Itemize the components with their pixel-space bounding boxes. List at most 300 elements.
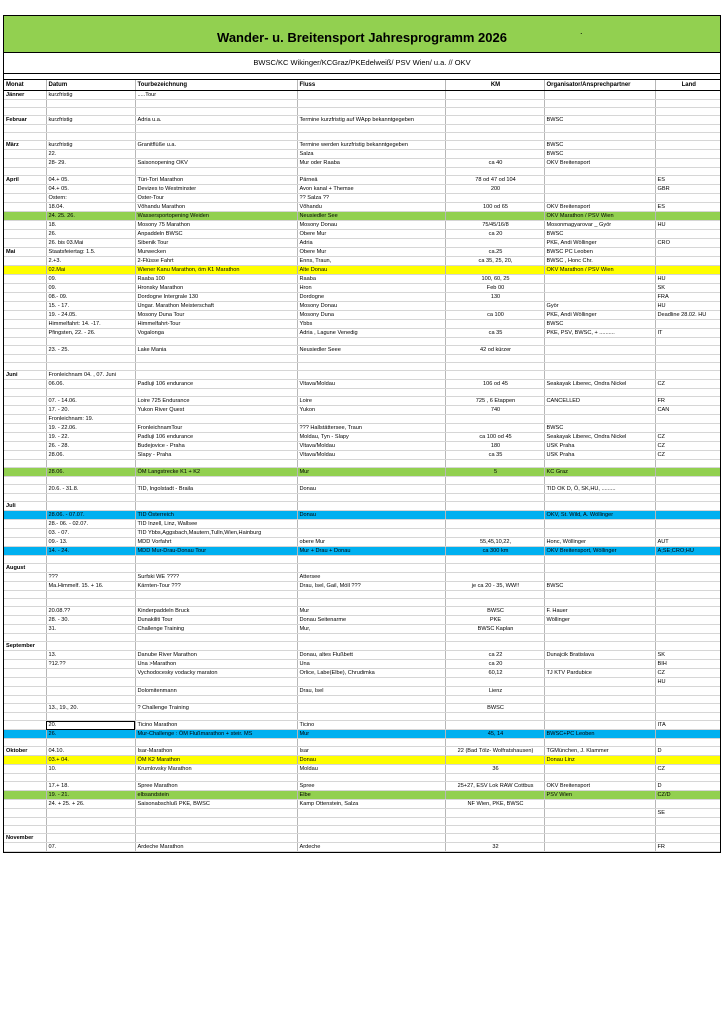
cell-river: Mosony Donau [297, 221, 445, 230]
cell-date [46, 678, 135, 687]
table-row [4, 125, 720, 133]
cell-organizer: Seakayak Liberec, Ondra Nickel [544, 380, 655, 389]
cell-tour-name: Una >Marathon [135, 660, 297, 669]
cell-organizer [544, 660, 655, 669]
cell-river [297, 818, 445, 826]
cell-tour-name [135, 556, 297, 564]
cell-tour-name: Anpaddeln BWSC [135, 230, 297, 239]
cell-month [4, 380, 46, 389]
cell-tour-name: Ardeche Marathon [135, 843, 297, 852]
cell-date: kurzfristig [46, 91, 135, 100]
cell-country: IT [655, 329, 720, 338]
cell-month [4, 460, 46, 468]
cell-organizer [544, 713, 655, 721]
table-row [4, 721, 720, 730]
cell-country [655, 389, 720, 397]
cell-tour-name: FronleichnamTour [135, 424, 297, 433]
cell-tour-name [135, 363, 297, 371]
cell-tour-name [135, 599, 297, 607]
cell-country: Deadline 28.02. HU [655, 311, 720, 320]
table-row [4, 194, 720, 203]
cell-country [655, 616, 720, 625]
cell-month [4, 133, 46, 141]
cell-tour-name: Dolomitenmann [135, 687, 297, 696]
cell-river: Drau, Isel, Gail, Möll ??? [297, 582, 445, 591]
column-header-tour-name: Tourbezeichnung [135, 80, 297, 91]
cell-tour-name: Ticino Marathon [135, 721, 297, 730]
cell-country [655, 468, 720, 477]
cell-km [445, 634, 544, 642]
cell-organizer: USK Praha [544, 442, 655, 451]
cell-organizer: KC Graz [544, 468, 655, 477]
cell-km: 42 od kürzer [445, 346, 544, 355]
cell-tour-name: Padluji 106 endurance [135, 380, 297, 389]
cell-km: 22 (Bad Tölz- Wolfratshausen) [445, 747, 544, 756]
cell-month [4, 275, 46, 284]
cell-date: 18.04. [46, 203, 135, 212]
cell-tour-name: ÖM K2 Marathon [135, 756, 297, 765]
table-row [4, 108, 720, 116]
cell-tour-name: Oster-Tour [135, 194, 297, 203]
cell-km: 45, 14 [445, 730, 544, 739]
cell-month [4, 442, 46, 451]
cell-organizer: BWSC PC Leoben [544, 248, 655, 257]
cell-organizer [544, 284, 655, 293]
cell-organizer [544, 355, 655, 363]
cell-river: Vltava/Moldau [297, 442, 445, 451]
cell-month [4, 818, 46, 826]
cell-country [655, 834, 720, 843]
cell-km [445, 696, 544, 704]
table-row [4, 239, 720, 248]
cell-tour-name [135, 818, 297, 826]
cell-organizer [544, 721, 655, 730]
cell-organizer [544, 346, 655, 355]
title-mark: . [580, 26, 583, 36]
cell-river [297, 529, 445, 538]
cell-month [4, 346, 46, 355]
table-row [4, 756, 720, 765]
cell-organizer [544, 704, 655, 713]
cell-tour-name [135, 826, 297, 834]
cell-river: Donau [297, 485, 445, 494]
cell-river: Adria [297, 239, 445, 248]
table-row [4, 538, 720, 547]
table-row [4, 212, 720, 221]
table-row [4, 477, 720, 485]
cell-month [4, 756, 46, 765]
cell-country [655, 363, 720, 371]
cell-tour-name: Saisonopening OKV [135, 159, 297, 168]
cell-km: 180 [445, 442, 544, 451]
cell-tour-name [135, 125, 297, 133]
cell-km: 78 od 47 od 104 [445, 176, 544, 185]
cell-date: 23. - 25. [46, 346, 135, 355]
table-row [4, 389, 720, 397]
cell-river: Yukon [297, 406, 445, 415]
cell-month [4, 704, 46, 713]
cell-tour-name: Sibenik Tour [135, 239, 297, 248]
cell-month: Februar [4, 116, 46, 125]
cell-organizer: BWSC [544, 230, 655, 239]
cell-river [297, 100, 445, 108]
table-row [4, 275, 720, 284]
cell-organizer [544, 185, 655, 194]
cell-organizer [544, 678, 655, 687]
cell-km [445, 212, 544, 221]
cell-month [4, 826, 46, 834]
cell-month [4, 100, 46, 108]
cell-country [655, 194, 720, 203]
cell-km [445, 91, 544, 100]
table-row [4, 730, 720, 739]
cell-organizer [544, 338, 655, 346]
cell-month [4, 678, 46, 687]
cell-km: 740 [445, 406, 544, 415]
table-row [4, 433, 720, 442]
cell-km: PKE [445, 616, 544, 625]
page-title: Wander- u. Breitensport Jahresprogramm 2026 [217, 30, 507, 45]
cell-country [655, 100, 720, 108]
cell-month [4, 696, 46, 704]
table-row [4, 311, 720, 320]
table-row [4, 266, 720, 275]
cell-date: Fronleichnam 04. , 07. Juni [46, 371, 135, 380]
cell-tour-name: Slapy - Praha [135, 451, 297, 460]
cell-country [655, 355, 720, 363]
cell-km [445, 529, 544, 538]
cell-month [4, 529, 46, 538]
cell-organizer: OKV Breitensport [544, 782, 655, 791]
cell-river: Enns, Traun, [297, 257, 445, 266]
cell-tour-name: Adria u.a. [135, 116, 297, 125]
cell-river [297, 477, 445, 485]
table-row [4, 747, 720, 756]
cell-km [445, 194, 544, 203]
cell-tour-name [135, 108, 297, 116]
cell-tour-name: Surfski WE ???? [135, 573, 297, 582]
cell-country: BIH [655, 660, 720, 669]
table-row [4, 230, 720, 239]
cell-tour-name [135, 355, 297, 363]
table-row [4, 818, 720, 826]
cell-month: April [4, 176, 46, 185]
cell-km: 100, 60, 25 [445, 275, 544, 284]
cell-month [4, 556, 46, 564]
cell-month [4, 203, 46, 212]
cell-tour-name [135, 564, 297, 573]
table-row [4, 660, 720, 669]
cell-river [297, 696, 445, 704]
cell-organizer [544, 625, 655, 634]
cell-date: 04.+ 05. [46, 185, 135, 194]
cell-tour-name: Krumlovsky Marathon [135, 765, 297, 774]
cell-km [445, 371, 544, 380]
cell-river: Donau Seitenarme [297, 616, 445, 625]
cell-river [297, 591, 445, 599]
cell-date [46, 591, 135, 599]
cell-organizer: PKE, Andi Wöllinger [544, 311, 655, 320]
cell-date: 26. [46, 730, 135, 739]
column-header-month: Monat [4, 80, 46, 91]
cell-km [445, 477, 544, 485]
cell-organizer [544, 843, 655, 852]
cell-month [4, 266, 46, 275]
cell-country [655, 756, 720, 765]
cell-organizer [544, 108, 655, 116]
cell-month [4, 599, 46, 607]
cell-date: ??? [46, 573, 135, 582]
cell-river [297, 371, 445, 380]
table-row [4, 826, 720, 834]
cell-month [4, 284, 46, 293]
cell-river: Raaba [297, 275, 445, 284]
cell-month [4, 494, 46, 502]
cell-month [4, 730, 46, 739]
cell-country: FR [655, 843, 720, 852]
cell-organizer: BWSC [544, 582, 655, 591]
cell-month [4, 433, 46, 442]
cell-month [4, 424, 46, 433]
cell-km [445, 338, 544, 346]
cell-date: Ma.Himmelf. 15. + 16. [46, 582, 135, 591]
cell-date: 13., 19., 20. [46, 704, 135, 713]
cell-month [4, 739, 46, 747]
cell-organizer [544, 765, 655, 774]
cell-country: CZ [655, 380, 720, 389]
cell-river: Ybbs [297, 320, 445, 329]
cell-country [655, 520, 720, 529]
table-row [4, 371, 720, 380]
cell-country: HU [655, 275, 720, 284]
cell-country [655, 573, 720, 582]
cell-tour-name: Ungar. Marathon Meisterschaft [135, 302, 297, 311]
cell-date: Himmelfahrt: 14. -17. [46, 320, 135, 329]
cell-tour-name: Mur-Challenge : ÖM Flußmarathon + steir. MS [135, 730, 297, 739]
cell-organizer [544, 520, 655, 529]
cell-date: 19. - 21. [46, 791, 135, 800]
cell-tour-name [135, 338, 297, 346]
table-row [4, 203, 720, 212]
cell-river [297, 642, 445, 651]
table-row [4, 704, 720, 713]
cell-km [445, 818, 544, 826]
title-bar [4, 16, 720, 53]
cell-organizer [544, 389, 655, 397]
cell-country [655, 529, 720, 538]
cell-km: BWSC [445, 704, 544, 713]
cell-country [655, 634, 720, 642]
cell-date [46, 818, 135, 826]
table-row [4, 582, 720, 591]
table-row [4, 573, 720, 582]
table-row [4, 713, 720, 721]
cell-organizer [544, 529, 655, 538]
cell-date [46, 739, 135, 747]
cell-country [655, 591, 720, 599]
cell-organizer [544, 599, 655, 607]
cell-date: 20.6. - 31.8. [46, 485, 135, 494]
table-row [4, 564, 720, 573]
cell-country: ITA [655, 721, 720, 730]
cell-organizer: TJ KTV Pardubice [544, 669, 655, 678]
table-row [4, 221, 720, 230]
cell-month [4, 582, 46, 591]
table-row [4, 380, 720, 389]
cell-country [655, 485, 720, 494]
cell-river [297, 713, 445, 721]
cell-km [445, 756, 544, 765]
cell-km [445, 520, 544, 529]
cell-km [445, 363, 544, 371]
cell-organizer: PKE, PSV, BWSC, + .......... [544, 329, 655, 338]
cell-month [4, 616, 46, 625]
cell-tour-name: 2-Flüsse Fahrt [135, 257, 297, 266]
cell-km: 100 od 65 [445, 203, 544, 212]
schedule-table [4, 80, 720, 852]
cell-country: SE [655, 809, 720, 818]
cell-river [297, 494, 445, 502]
cell-river [297, 826, 445, 834]
table-row [4, 329, 720, 338]
cell-organizer: CANCELLED [544, 397, 655, 406]
cell-km [445, 642, 544, 651]
cell-date [46, 168, 135, 176]
cell-km: 55,45,10,22, [445, 538, 544, 547]
cell-km: ca 100 od 45 [445, 433, 544, 442]
cell-km [445, 100, 544, 108]
cell-tour-name [135, 494, 297, 502]
cell-date: 17. - 20. [46, 406, 135, 415]
cell-km: ca 100 [445, 311, 544, 320]
cell-river [297, 739, 445, 747]
cell-month [4, 355, 46, 363]
cell-tour-name [135, 133, 297, 141]
cell-country [655, 371, 720, 380]
cell-month [4, 293, 46, 302]
table-row [4, 800, 720, 809]
table-row [4, 687, 720, 696]
cell-country [655, 739, 720, 747]
cell-organizer: Wöllinger [544, 616, 655, 625]
cell-date: 2.+3. [46, 257, 135, 266]
cell-organizer [544, 133, 655, 141]
cell-date [46, 556, 135, 564]
cell-km [445, 108, 544, 116]
cell-country: HU [655, 221, 720, 230]
cell-km [445, 266, 544, 275]
cell-organizer [544, 91, 655, 100]
cell-month [4, 687, 46, 696]
cell-tour-name [135, 477, 297, 485]
cell-km [445, 116, 544, 125]
cell-organizer: PSV Wien [544, 791, 655, 800]
cell-organizer: OKV, St. Wild, A. Wöllinger [544, 511, 655, 520]
cell-km: BWSC [445, 607, 544, 616]
cell-km: Lienz [445, 687, 544, 696]
cell-country: CAN [655, 406, 720, 415]
cell-country [655, 687, 720, 696]
cell-organizer: Honc, Wöllinger [544, 538, 655, 547]
cell-river: Loire [297, 397, 445, 406]
cell-organizer: Donau Linz [544, 756, 655, 765]
cell-country [655, 125, 720, 133]
table-row [4, 678, 720, 687]
cell-country: ES [655, 176, 720, 185]
table-row [4, 765, 720, 774]
cell-date: 24. 25. 26. [46, 212, 135, 221]
cell-tour-name: elbsandstein [135, 791, 297, 800]
cell-month: Jänner [4, 91, 46, 100]
cell-month [4, 669, 46, 678]
table-row [4, 284, 720, 293]
cell-km [445, 320, 544, 329]
cell-tour-name: Budejovice - Praha [135, 442, 297, 451]
cell-river: Mosony Donau [297, 302, 445, 311]
table-row [4, 669, 720, 678]
cell-organizer [544, 125, 655, 133]
table-row [4, 293, 720, 302]
cell-country [655, 818, 720, 826]
cell-km: 106 od 45 [445, 380, 544, 389]
cell-tour-name [135, 678, 297, 687]
cell-km: ca 22 [445, 651, 544, 660]
cell-tour-name [135, 834, 297, 843]
cell-river [297, 168, 445, 176]
cell-km [445, 494, 544, 502]
cell-organizer [544, 194, 655, 203]
cell-country [655, 415, 720, 424]
table-row [4, 494, 720, 502]
cell-month [4, 477, 46, 485]
cell-km [445, 485, 544, 494]
column-header-country: Land [655, 80, 720, 91]
cell-river: Donau [297, 756, 445, 765]
cell-km [445, 502, 544, 511]
cell-date: kurzfristig [46, 141, 135, 150]
cell-river [297, 460, 445, 468]
cell-tour-name: Võhandu Marathon [135, 203, 297, 212]
cell-month [4, 221, 46, 230]
cell-km [445, 460, 544, 468]
cell-date: 20.08.?? [46, 607, 135, 616]
cell-organizer [544, 774, 655, 782]
table-row [4, 141, 720, 150]
cell-km: 25+27, ESV Lok RAW Cottbus [445, 782, 544, 791]
cell-country: SK [655, 284, 720, 293]
cell-river [297, 520, 445, 529]
cell-month: Mai [4, 248, 46, 257]
cell-date: 02.Mai [46, 266, 135, 275]
cell-organizer: OKV Breitensport, Wöllinger [544, 547, 655, 556]
table-row [4, 150, 720, 159]
cell-date [46, 713, 135, 721]
table-row [4, 176, 720, 185]
cell-date: 09.- 13. [46, 538, 135, 547]
cell-river: Attersee [297, 573, 445, 582]
cell-organizer [544, 477, 655, 485]
cell-km [445, 713, 544, 721]
cell-organizer [544, 818, 655, 826]
cell-km [445, 564, 544, 573]
cell-river [297, 133, 445, 141]
cell-country [655, 116, 720, 125]
cell-date: 28.06. [46, 468, 135, 477]
cell-km [445, 168, 544, 176]
cell-tour-name: Challenge Training [135, 625, 297, 634]
cell-date: 06.06. [46, 380, 135, 389]
table-row [4, 591, 720, 599]
